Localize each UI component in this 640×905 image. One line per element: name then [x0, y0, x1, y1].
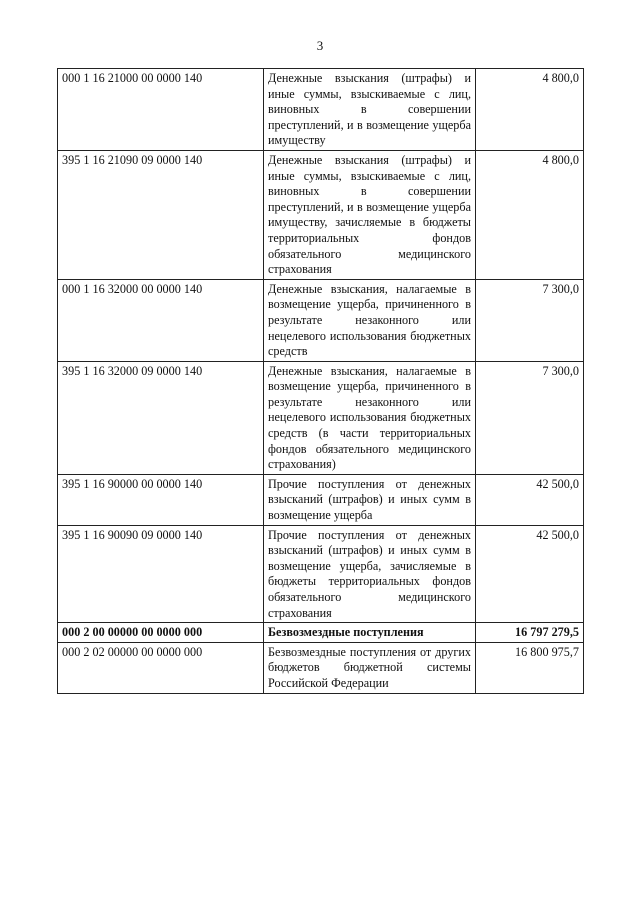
- table-row: [58, 150, 584, 279]
- revenue-description: Денежные взыскания, налагаемые в возмещение ущерба, причиненного в результате незаконного или нецелевого использования бюджетных средств: [264, 279, 476, 361]
- revenue-amount: 42 500,0: [476, 474, 584, 525]
- table-row: [58, 69, 584, 151]
- table-row: [58, 642, 584, 693]
- table-row: [58, 279, 584, 361]
- revenue-amount: 42 500,0: [476, 525, 584, 623]
- budget-classification-code: 395 1 16 32000 09 0000 140: [58, 361, 264, 474]
- revenue-description: Денежные взыскания (штрафы) и иные суммы, взыскиваемые с лиц, виновных в совершении преступлений, и в возмещение ущерба имуществу, зачисляемые в бюджеты территориальных фондов обязательного медицинского страхования: [264, 150, 476, 279]
- page-number: 3: [316, 38, 324, 53]
- budget-revenue-table: [57, 68, 584, 694]
- budget-classification-code: 395 1 16 21090 09 0000 140: [58, 150, 264, 279]
- revenue-amount: 4 800,0: [476, 150, 584, 279]
- table-row: [58, 474, 584, 525]
- budget-classification-code: 395 1 16 90000 00 0000 140: [58, 474, 264, 525]
- table-row: [58, 525, 584, 623]
- budget-classification-code: 395 1 16 90090 09 0000 140: [58, 525, 264, 623]
- revenue-description: Безвозмездные поступления от других бюджетов бюджетной системы Российской Федерации: [264, 642, 476, 693]
- revenue-description: Безвозмездные поступления: [264, 623, 476, 643]
- revenue-amount: 16 797 279,5: [476, 623, 584, 643]
- table-row: [58, 623, 584, 643]
- budget-classification-code: 000 1 16 21000 00 0000 140: [58, 69, 264, 151]
- budget-classification-code: 000 1 16 32000 00 0000 140: [58, 279, 264, 361]
- table-body: [58, 69, 584, 694]
- revenue-description: Прочие поступления от денежных взысканий (штрафов) и иных сумм в возмещение ущерба, зачисляемые в бюджеты территориальных фондов обязательного медицинского страхования: [264, 525, 476, 623]
- revenue-amount: 7 300,0: [476, 361, 584, 474]
- budget-classification-code: 000 2 00 00000 00 0000 000: [58, 623, 264, 643]
- revenue-amount: 4 800,0: [476, 69, 584, 151]
- revenue-description: Прочие поступления от денежных взысканий (штрафов) и иных сумм в возмещение ущерба: [264, 474, 476, 525]
- revenue-description: Денежные взыскания, налагаемые в возмещение ущерба, причиненного в результате незаконного или нецелевого использования бюджетных средств (в части территориальных фондов обязательного медицинского страхования): [264, 361, 476, 474]
- revenue-amount: 16 800 975,7: [476, 642, 584, 693]
- table-row: [58, 361, 584, 474]
- budget-classification-code: 000 2 02 00000 00 0000 000: [58, 642, 264, 693]
- revenue-description: Денежные взыскания (штрафы) и иные суммы, взыскиваемые с лиц, виновных в совершении преступлений, и в возмещение ущерба имуществу: [264, 69, 476, 151]
- revenue-amount: 7 300,0: [476, 279, 584, 361]
